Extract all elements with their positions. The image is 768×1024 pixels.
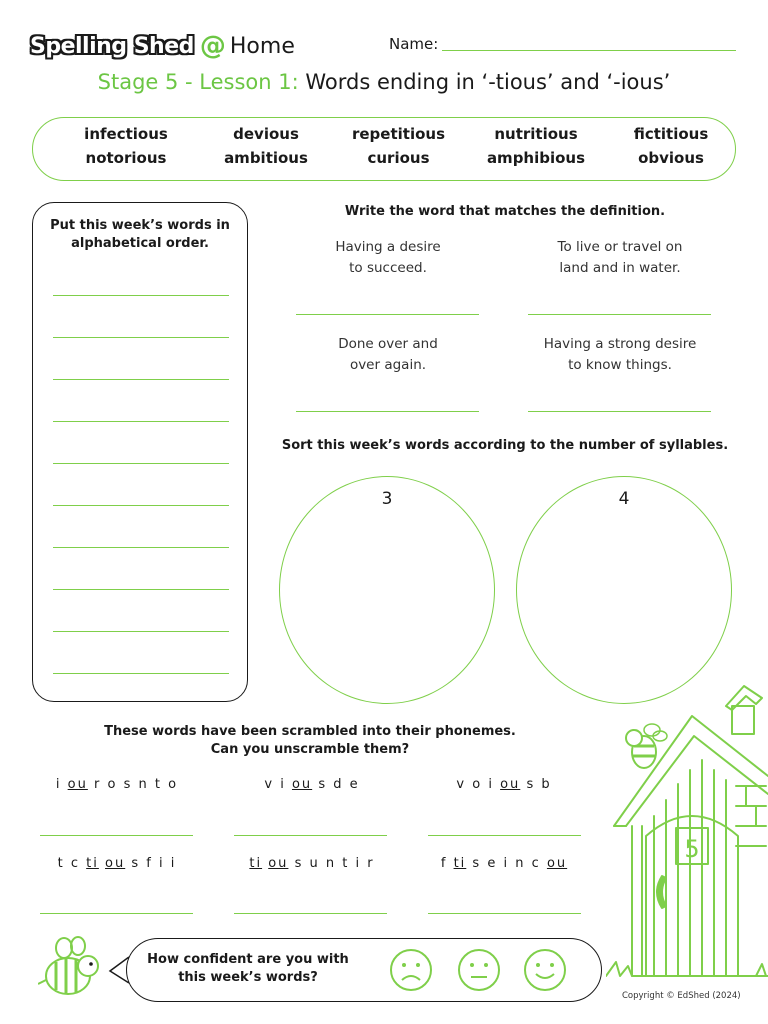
scrambled-word-4: [37, 856, 197, 871]
alphabetical-answer-line[interactable]: [53, 589, 229, 590]
neutral-face-icon[interactable]: [457, 948, 501, 992]
grapheme: s: [294, 856, 304, 871]
scrambled-word-3: [424, 777, 584, 792]
grapheme: o: [472, 777, 483, 792]
grapheme: c: [531, 856, 541, 871]
brand-logo: [30, 28, 295, 64]
definition-3-line2: over again.: [349, 357, 427, 373]
grapheme: i: [280, 777, 286, 792]
definition-4-line1: Having a strong desire: [543, 336, 697, 352]
alphabetical-answer-line[interactable]: [53, 421, 229, 422]
copyright: Copyright © EdShed (2024): [622, 991, 741, 1001]
grapheme: d: [333, 777, 344, 792]
grapheme: b: [541, 777, 552, 792]
grapheme: v: [456, 777, 467, 792]
grapheme: s: [123, 777, 133, 792]
grapheme: s: [318, 777, 328, 792]
syllables-heading: Sort this week’s words according to the number of syllables.: [281, 438, 729, 453]
grapheme: f: [146, 856, 153, 871]
grapheme: o: [168, 777, 179, 792]
title-lesson: Stage 5 - Lesson 1:: [97, 70, 299, 94]
grapheme: n: [325, 856, 337, 871]
shed-number: 5: [684, 835, 700, 863]
definition-4-line2: to know things.: [568, 357, 672, 373]
grapheme: e: [349, 777, 360, 792]
alphabetical-answer-line[interactable]: [53, 505, 229, 506]
grapheme: i: [503, 856, 510, 871]
grapheme-underlined: ti: [249, 856, 263, 871]
definition-answer-line[interactable]: [528, 314, 711, 315]
scramble-heading: [60, 723, 560, 759]
grapheme: u: [309, 856, 320, 871]
grapheme: n: [138, 777, 149, 792]
grapheme: t: [154, 777, 163, 792]
word-bank-item: curious: [367, 149, 430, 167]
alphabetical-answer-line[interactable]: [53, 631, 229, 632]
definitions-heading: Write the word that matches the definition.: [344, 204, 666, 219]
syllable-circle-4[interactable]: [516, 476, 732, 704]
word-bank-item: fictitious: [633, 125, 709, 143]
unscramble-answer-line[interactable]: [428, 835, 581, 836]
grapheme: t: [342, 856, 350, 871]
word-bank-item: ambitious: [224, 149, 308, 167]
word-bank-item: obvious: [638, 149, 704, 167]
confidence-bubble: [126, 938, 602, 1002]
word-bank-item: devious: [233, 125, 299, 143]
grapheme-underlined: ou: [546, 856, 568, 871]
grapheme-underlined: ou: [67, 777, 88, 792]
syllable-count-label: 4: [618, 489, 630, 509]
definition-answer-line[interactable]: [296, 314, 479, 315]
sad-face-icon[interactable]: [389, 948, 433, 992]
grapheme: s: [472, 856, 482, 871]
unscramble-answer-line[interactable]: [428, 913, 581, 914]
definition-1: [288, 237, 488, 279]
definition-2-line2: land and in water.: [559, 260, 681, 276]
grapheme-underlined: ou: [500, 777, 521, 792]
grapheme: e: [487, 856, 498, 871]
word-bank-item: amphibious: [486, 149, 586, 167]
definition-1-line1: Having a desire: [335, 239, 441, 255]
definition-4: [520, 334, 720, 376]
grapheme: s: [131, 856, 141, 871]
grapheme-underlined: ou: [105, 856, 126, 871]
bee-mascot-icon: [38, 936, 104, 1002]
shed-illustration: [606, 676, 768, 986]
word-bank-item: notorious: [85, 149, 167, 167]
grapheme: i: [355, 856, 362, 871]
definition-1-line2: to succeed.: [349, 260, 427, 276]
scramble-heading-line1: These words have been scrambled into their phonemes.: [104, 724, 516, 739]
scrambled-word-6: [424, 856, 584, 871]
alphabetical-answer-line[interactable]: [53, 547, 229, 548]
brand-at-symbol: @: [199, 31, 226, 61]
word-bank-item: nutritious: [494, 125, 578, 143]
unscramble-answer-line[interactable]: [40, 913, 193, 914]
unscramble-answer-line[interactable]: [234, 913, 387, 914]
scrambled-word-5: [232, 856, 392, 871]
scrambled-word-2: [232, 777, 392, 792]
word-bank: [32, 117, 736, 181]
definition-2-line1: To live or travel on: [557, 239, 683, 255]
alphabetical-answer-line[interactable]: [53, 295, 229, 296]
alphabetical-answer-line[interactable]: [53, 673, 229, 674]
name-input-line[interactable]: [442, 50, 736, 51]
word-bank-item: repetitious: [351, 125, 446, 143]
grapheme: r: [93, 777, 102, 792]
grapheme: r: [367, 856, 375, 871]
word-bank-item: infectious: [84, 125, 168, 143]
definition-answer-line[interactable]: [528, 411, 711, 412]
definition-2: [520, 237, 720, 279]
unscramble-answer-line[interactable]: [40, 835, 193, 836]
grapheme: i: [55, 777, 62, 792]
grapheme-underlined: ou: [291, 777, 313, 792]
grapheme: o: [107, 777, 118, 792]
syllable-count-label: 3: [381, 489, 393, 509]
definition-answer-line[interactable]: [296, 411, 479, 412]
grapheme: v: [264, 777, 275, 792]
grapheme-underlined: ti: [453, 856, 467, 871]
alphabetical-order-box: [32, 202, 248, 702]
grapheme: i: [159, 856, 165, 871]
title-topic: Words ending in ‘-tious’ and ‘-ious’: [298, 70, 671, 94]
alphabetical-answer-line[interactable]: [53, 379, 229, 380]
grapheme: t: [57, 856, 65, 871]
grapheme: s: [526, 777, 536, 792]
word-bank-grid: [33, 125, 737, 167]
alphabetical-answer-line[interactable]: [53, 337, 229, 338]
scrambled-word-1: [37, 777, 197, 792]
unscramble-answer-line[interactable]: [234, 835, 387, 836]
scramble-heading-line2: Can you unscramble them?: [210, 742, 410, 757]
definition-3: [288, 334, 488, 376]
grapheme: i: [488, 777, 494, 792]
grapheme-underlined: ti: [86, 856, 99, 871]
grapheme: f: [440, 856, 448, 871]
brand-home: Home: [229, 33, 295, 59]
syllable-circle-3[interactable]: [279, 476, 495, 704]
brand-name: Spelling Shed: [30, 33, 194, 59]
happy-face-icon[interactable]: [523, 948, 567, 992]
grapheme: i: [170, 856, 177, 871]
page-title: [0, 70, 768, 94]
alphabetical-instructions: Put this week’s words in alphabetical order.: [50, 218, 230, 251]
grapheme-underlined: ou: [268, 856, 289, 871]
alphabetical-answer-line[interactable]: [53, 463, 229, 464]
grapheme: c: [70, 856, 81, 871]
confidence-question: How confident are you with this week’s words?: [147, 952, 349, 985]
grapheme: n: [515, 856, 526, 871]
name-label: Name:: [389, 35, 439, 53]
definition-3-line1: Done over and: [338, 336, 438, 352]
